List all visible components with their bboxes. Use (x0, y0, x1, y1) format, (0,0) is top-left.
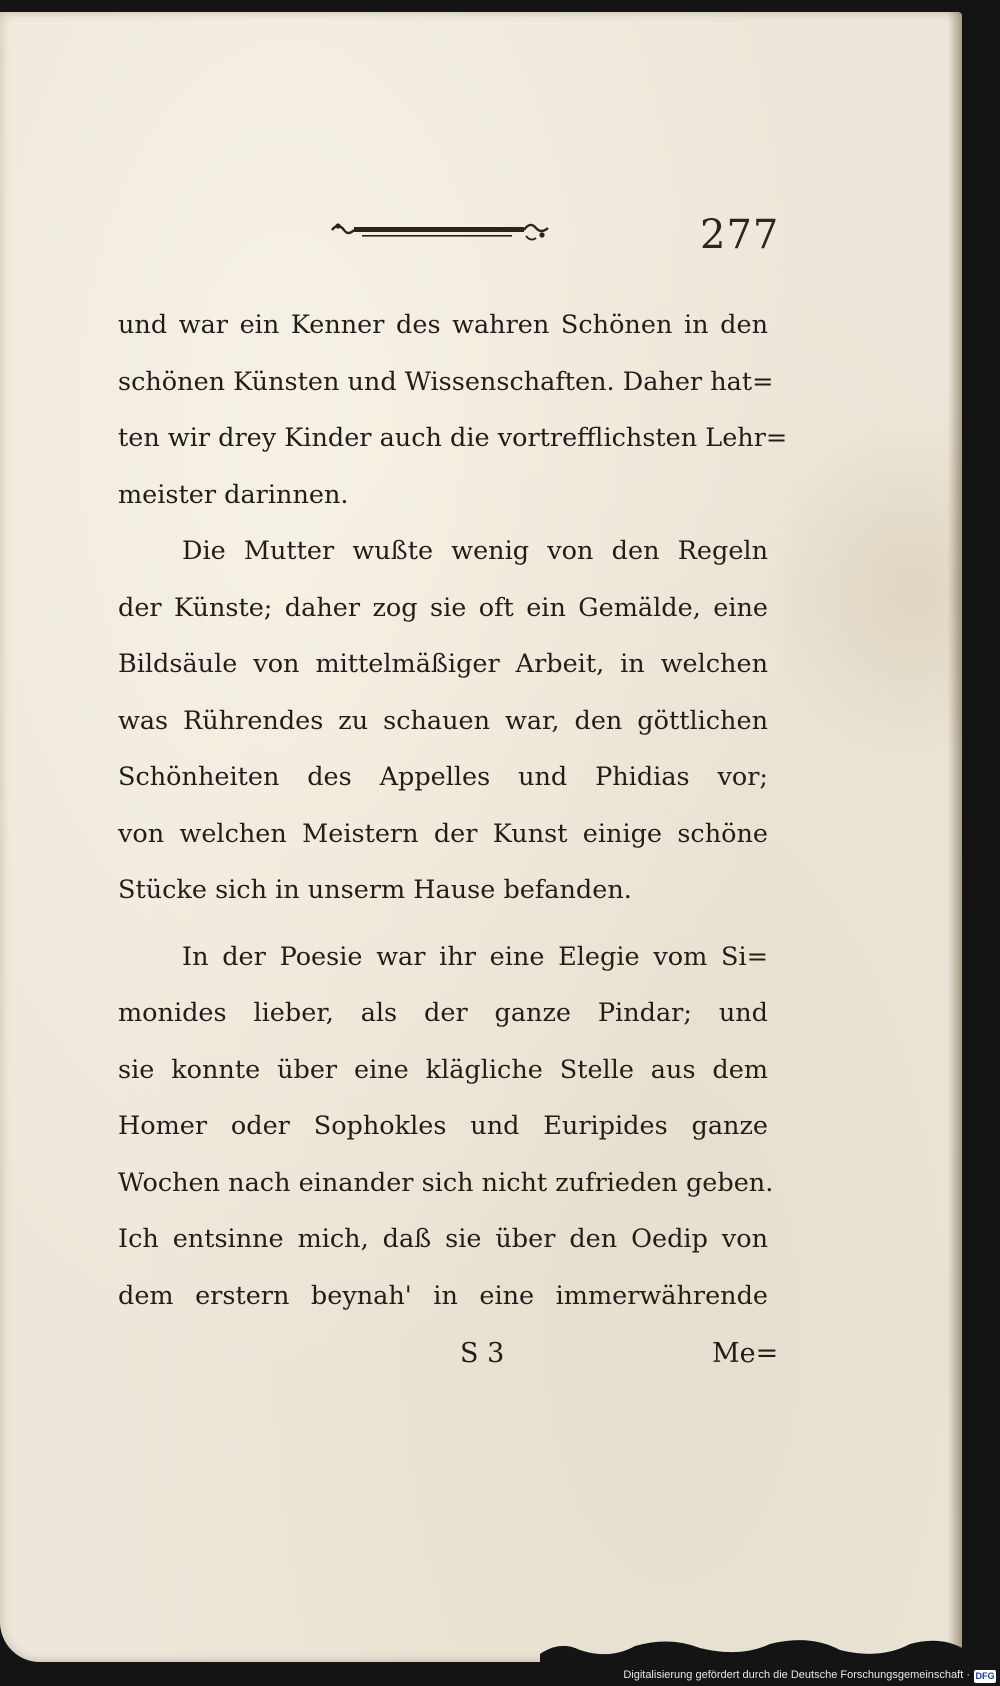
page-header (0, 212, 962, 262)
body-text (118, 297, 788, 1324)
page-tear-edge (540, 1632, 962, 1662)
dfg-logo-icon: DFG (975, 1671, 995, 1681)
text-line: und war ein Kenner des wahren Schönen in den (118, 310, 768, 340)
text-line: dem erstern beynah' in eine immerwährende (118, 1280, 768, 1311)
text-line: von welchen Meistern der Kunst einige schöne (118, 818, 768, 849)
text-line: Die Mutter wußte wenig von den Regeln (182, 536, 768, 566)
book-page (0, 12, 962, 1662)
text-line: Homer oder Sophokles und Euripides ganze (118, 1111, 768, 1141)
text-line: sie konnte über eine klägliche Stelle aus dem (118, 1054, 768, 1085)
text-line: meister darinnen. (118, 479, 349, 510)
catchword: Me= (712, 1338, 779, 1369)
text-line: monides lieber, als der ganze Pindar; und (118, 998, 768, 1028)
text-line: Schönheiten des Appelles und Phidias vor; (118, 762, 768, 792)
text-line: In der Poesie war ihr eine Elegie vom Si= (182, 941, 768, 972)
text-line: Wochen nach einander sich nicht zufrieden geben. (118, 1167, 774, 1198)
text-line: schönen Künsten und Wissenschaften. Daher hat= (118, 366, 774, 397)
text-line: Bildsäule von mittelmäßiger Arbeit, in welchen (118, 649, 768, 679)
text-line: Stücke sich in unserm Hause befanden. (118, 875, 632, 905)
paragraph-gap (118, 919, 768, 929)
funding-credit: Digitalisierung gefördert durch die Deutsche Forschungsgemeinschaft · (623, 1669, 970, 1681)
text-line: der Künste; daher zog sie oft ein Gemälde, eine (118, 592, 768, 623)
text-line: ten wir drey Kinder auch die vortrefflichsten Lehr= (118, 423, 788, 453)
text-line: Ich entsinne mich, daß sie über den Oedip von (118, 1224, 768, 1254)
page-number: 277 (700, 212, 780, 258)
page-footer (0, 1338, 962, 1388)
header-ornament (328, 218, 556, 246)
signature-mark: S 3 (460, 1338, 505, 1369)
text-line: was Rührendes zu schauen war, den göttlichen (118, 705, 768, 736)
credit-bar (0, 1668, 1000, 1686)
